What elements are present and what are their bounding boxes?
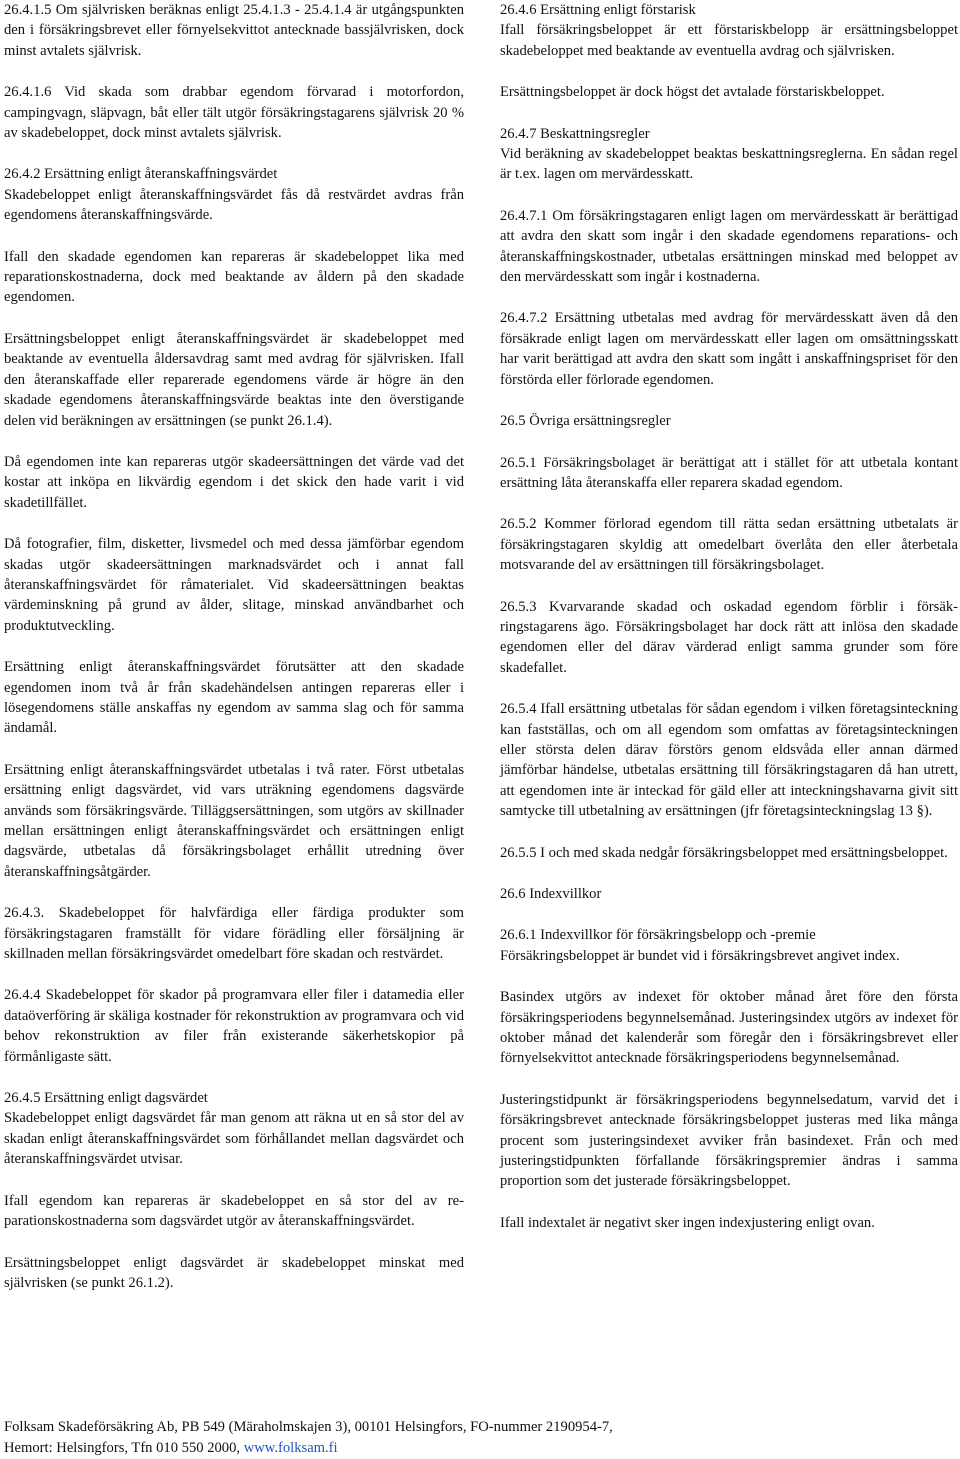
section-heading: 26.6.1 Indexvillkor för försäkringsbelopp och -premie [500,927,816,944]
footer-contact-text: Hemort: Helsingfors, Tfn 010 550 2000, [4,1439,244,1456]
paragraph-text: 26.5.3 Kvarvarande skadad och oskadad egendom förblir i försäkringstagarens ägo. Försäkringsbolaget har dock rätt att inlösa den skadade egendomen eller del därav värderad enligt samma grunder som före skadefallet. [500,598,958,676]
paragraph-text: 26.4.7.2 Ersättning utbetalas med avdrag för mervärdesskatt även då den försäkrade enligt lagen om mervärdesskatt eller lagen om omsättningsskatt har varit berättigad att avdra den skatt som ingått i anskaffningspriset för den förstörda eller förlorade egendomen. [500,310,958,388]
paragraph [4,657,464,739]
paragraph [500,124,958,185]
footer-contact [4,1438,944,1459]
footer-address: Folksam Skadeförsäkring Ab, PB 549 (Märaholmskajen 3), 00101 Helsingfors, FO-nummer 2190954-7, [4,1419,613,1435]
paragraph-text: Ersättningsbeloppet är dock högst det avtalade förstariskbeloppet. [500,84,885,101]
paragraph [500,884,958,904]
page-footer [4,1417,944,1458]
paragraph [4,1191,464,1232]
paragraph [500,82,958,102]
paragraph [4,1253,464,1294]
paragraph-text: Ersättning enligt återanskaffningsvärdet utbetalas i två rater. Först utbetalas ersättning enligt dagsvärdet, vid vars uträkning egendomens dagsvärde används som försäkringsvärde. Tilläggsersättningen, som utgörs av skillnader mellan ersättningen enligt återanskaffningsvärdet och ersättningen enligt dagsvärde, utbetalas då försäkringsbolaget erhållit utredning över återanskaffningsåtgärder. [4,761,464,880]
paragraph-text: 26.4.3. Skadebeloppet för halvfärdiga eller färdiga produkter som försäkringstagaren framställt för vidare förädling eller försäljning är skillnaden mellan försäkringsvärdet omedelbart före skadan och restvärdet. [4,905,464,963]
paragraph-text: Ifall försäkringsbeloppet är ett förstariskbelopp är ersättningsbeloppet skadebeloppet med beaktande av eventuella avdrag och självrisken. [500,22,958,59]
paragraph [500,925,958,966]
paragraph-text: Då fotografier, film, disketter, livsmedel och med dessa jämförbar egendom skadas utgör skadeersättningen marknadsvärdet och i annat fall återanskaffningsvärdet för råmaterialet. Vid skadeersättningen beaktas värdeminskning på grund av ålder, slitage, minskad användbarhet och produktutveckling. [4,536,464,634]
section-heading: 26.4.6 Ersättning enligt förstarisk [500,2,696,18]
section-heading: 26.4.2 Ersättning enligt återanskaffningsvärdet [4,166,278,183]
paragraph-text: 26.5.5 I och med skada nedgår försäkringsbeloppet med ersättningsbeloppet. [500,844,948,861]
paragraph-text: 26.6 Indexvillkor [500,886,602,902]
paragraph [500,308,958,390]
paragraph [4,82,464,143]
paragraph [500,597,958,679]
paragraph [500,0,958,61]
left-column [4,0,464,1314]
paragraph-text: Skadebeloppet enligt återanskaffningsvärdet fås då restvärdet avdras från egendomens återanskaffningsvärde. [4,186,464,224]
paragraph-text: Ifall indextalet är negativt sker ingen indexjustering enligt ovan. [500,1214,875,1231]
paragraph [4,329,464,431]
paragraph-text: Ersättningsbeloppet enligt återanskaffningsvärdet är skadebeloppet med beaktande av eventuella åldersavdrag samt med avdrag för självrisken. Ifall den återanskaffade eller reparerade egendomens värde är högre än den skadade egendomens återanskaffningsvärde beaktas inte den överstigande delen vid beräkningen av ersättningen (se punkt 26.1.4). [4,330,464,429]
paragraph-text: Ersättning enligt återanskaffningsvärdet förutsätter att den skadade egendomen inom två år från skadehändelsen antingen repareras eller i lösegendomens ställe anskaffas ny egendom av samma slag och för samma ändamål. [4,659,464,737]
paragraph-text: Basindex utgörs av indexet för oktober månad året före den första försäkringsperiodens begynnelsemånad. Justeringsindex utgörs av indexet för oktober månad det kalenderår som föregår den i försäkringsbrevet eller förnyelsekvittot antecknade försäkringsperiodens begynnelsemånad. [500,989,958,1067]
paragraph-text: 26.4.1.6 Vid skada som drabbar egendom förvarad i motorfordon, campingvagn, släpvagn, båt eller tält utgör försäkringstagarens självrisk 20 % av skadebeloppet, dock minst avtalets självrisk. [4,84,464,142]
paragraph-text: 26.4.1.5 Om självrisken beräknas enligt 25.4.1.3 - 25.4.1.4 är utgångspunkten den i försäkringsbrevet eller förnyelsekvittot antecknade bassjälvrisken, dock minst avtalets självrisk. [4,2,464,59]
paragraph [500,1090,958,1192]
paragraph [500,206,958,288]
paragraph [4,903,464,964]
paragraph [4,164,464,225]
paragraph-text: Ersättningsbeloppet enligt dagsvärdet är skadebeloppet minskat med självrisken (se punkt 26.1.2). [4,1254,464,1291]
paragraph-text: Då egendomen inte kan repareras utgör skadeersättningen det värde vad det kostar att inköpa en likvärdig egendom i det skick den hade varit i vid skadetillfället. [4,453,464,511]
paragraph [4,0,464,61]
section-heading: 26.4.7 Beskattningsregler [500,125,650,142]
paragraph-text: Försäkringsbeloppet är bundet vid i försäkringsbrevet angivet index. [500,947,900,964]
section-heading: 26.4.5 Ersättning enligt dagsvärdet [4,1090,208,1107]
paragraph-text: 26.5.4 Ifall ersättning utbetalas för sådan egendom i vilken företagsinteckning kan fastställas, och om all egendom som omfattas av företagsinteckningen eller största delen därav förstörs genom eldsvåda eller annan därmed jämförbar händelse, utbetalas ersättning till försäkringstagaren då han utrett, att egendomen inte är inteckad för gäld eller att inteckningshavarna givit sitt samtycke till utbetalning av ersättningen (jfr företagsinteckningslag 13 §). [500,701,958,820]
paragraph [500,411,958,431]
paragraph [500,843,958,863]
paragraph [500,453,958,494]
paragraph [4,1088,464,1170]
paragraph-text: 26.4.4 Skadebeloppet för skador på programvara eller filer i datamedia eller dataöverföring är skäliga kostnader för rekonstruktion av programvara och vid behov rekonstruktion av filer från existerande säkerhetskopior på förmånligaste sätt. [4,987,464,1065]
paragraph [500,514,958,575]
paragraph [4,534,464,636]
paragraph [4,452,464,513]
paragraph-text: Skadebeloppet enligt dagsvärdet får man genom att räkna ut en så stor del av skadan enligt återanskaffningsvärdet som förhållandet mellan dagsvärdet och återanskaffningsvärdet utvisar. [4,1110,464,1168]
paragraph [4,985,464,1067]
paragraph-text: Vid beräkning av skadebeloppet beaktas beskattningsreglerna. En sådan regel är t.ex. lagen om mervärdesskatt. [500,146,958,183]
paragraph-text: 26.5.2 Kommer förlorad egendom till rätta sedan ersättning utbetalats är försäkringstagaren skyldig att omedelbart överlåta den eller återbetala motsvarande del av ersättningen till försäkringsbolaget. [500,516,958,574]
right-column [500,0,958,1254]
paragraph [4,247,464,308]
footer-website-link[interactable]: www.folksam.fi [243,1439,338,1456]
paragraph [500,987,958,1069]
paragraph [500,1213,958,1233]
paragraph [4,760,464,882]
paragraph [500,699,958,821]
paragraph-text: Ifall den skadade egendomen kan repareras är skadebeloppet lika med reparationskostnaderna, dock med beaktande av åldern på den skadade egendomen. [4,248,464,306]
paragraph-text: Ifall egendom kan repareras är skadebeloppet en så stor del av reparationskostnaderna som dagsvärdet utgör av återanskaffningsvärdet. [4,1192,464,1230]
paragraph-text: 26.4.7.1 Om försäkringstagaren enligt lagen om mervärdesskatt är berättigad att avdra den skatt som ingår i den skadade egendomens reparations- och återanskaffningskostnader, utbetalas ersättningen minskad med beloppet av den mervärdesskatt som ingår i kostnaderna. [500,207,958,286]
paragraph-text: 26.5.1 Försäkringsbolaget är berättigat att i stället för att utbetala kontant ersättning låta återanskaffa eller reparera skadad egendom. [500,454,958,491]
paragraph-text: Justeringstidpunkt är försäkringsperiodens begynnelsedatum, varvid det i försäkringsbrevet antecknade försäkringsbeloppet justeras med lika många procent som justeringsindexet avviker från basindexet. Från och med justeringstidpunkten förfallande försäkringspremier ändras i samma proportion som det justerade försäkringsbeloppet. [500,1091,958,1190]
paragraph-text: 26.5 Övriga ersättningsregler [500,413,671,430]
